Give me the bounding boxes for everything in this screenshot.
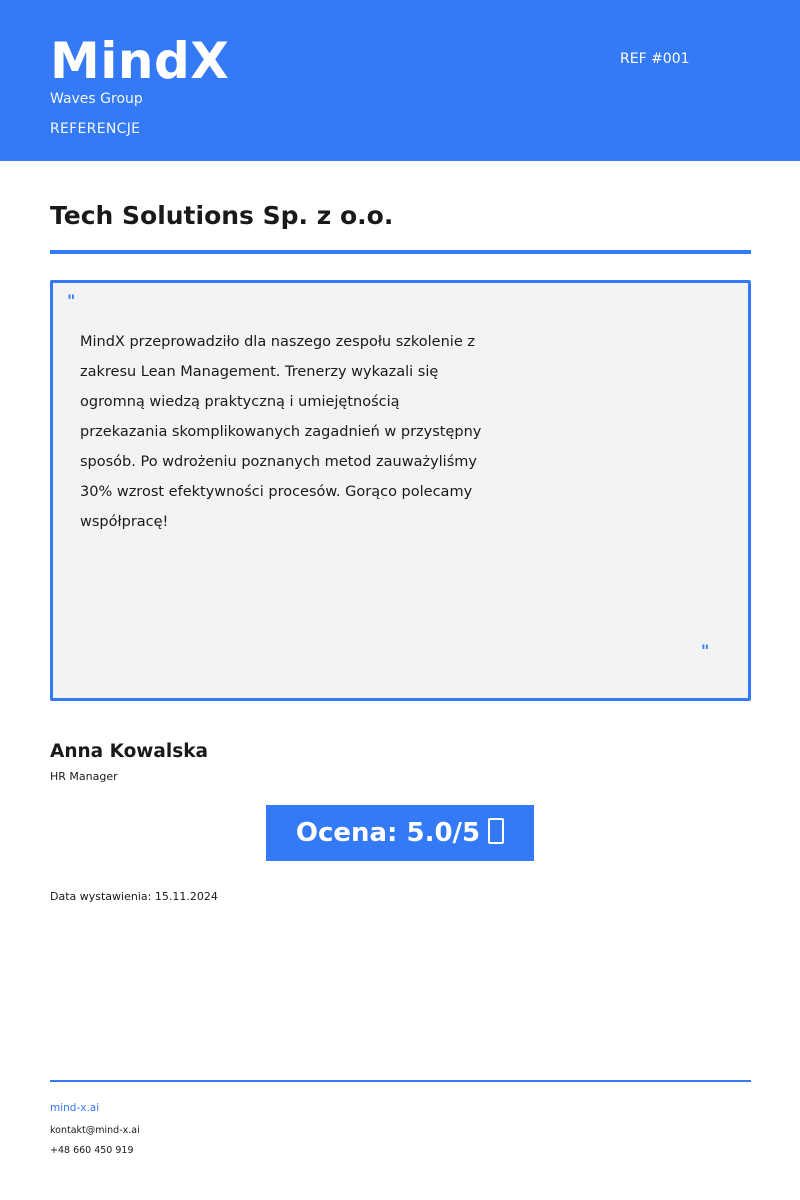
brand-logo-text: MindX	[50, 32, 230, 90]
reviewer-name: Anna Kowalska	[50, 741, 209, 762]
testimonial-text	[80, 327, 510, 537]
testimonial-line: MindX przeprowadziło dla naszego zespołu szkolenie z	[80, 334, 475, 350]
brand-subtitle: Waves Group	[50, 91, 143, 107]
close-quote-icon: "	[701, 641, 710, 660]
footer-website-link[interactable]: mind-x.ai	[50, 1102, 100, 1114]
open-quote-icon: "	[67, 291, 76, 310]
rating-badge	[266, 805, 534, 861]
footer-divider	[50, 1080, 751, 1082]
star-icon	[488, 818, 504, 844]
footer-phone: +48 660 450 919	[50, 1145, 134, 1156]
section-label: REFERENCJE	[50, 121, 141, 137]
testimonial-line: współpracę!	[80, 514, 169, 530]
testimonial-box	[50, 280, 751, 701]
footer-email-link[interactable]: kontakt@mind-x.ai	[50, 1125, 140, 1136]
testimonial-line: 30% wzrost efektywności procesów. Gorąco polecamy	[80, 484, 473, 500]
rating-text: Ocena: 5.0/5	[295, 818, 481, 848]
issue-date: Data wystawienia: 15.11.2024	[50, 890, 218, 903]
testimonial-line: sposób. Po wdrożeniu poznanych metod zauważyliśmy	[80, 454, 477, 470]
company-divider	[50, 250, 751, 254]
reviewer-role: HR Manager	[50, 770, 118, 783]
header-banner	[0, 0, 800, 161]
testimonial-line: ogromną wiedzą praktyczną i umiejętnością	[80, 394, 400, 410]
testimonial-line: zakresu Lean Management. Trenerzy wykazali się	[80, 364, 439, 380]
company-name: Tech Solutions Sp. z o.o.	[50, 201, 394, 230]
reference-number: REF #001	[620, 51, 690, 67]
testimonial-line: przekazania skomplikowanych zagadnień w przystępny	[80, 424, 482, 440]
